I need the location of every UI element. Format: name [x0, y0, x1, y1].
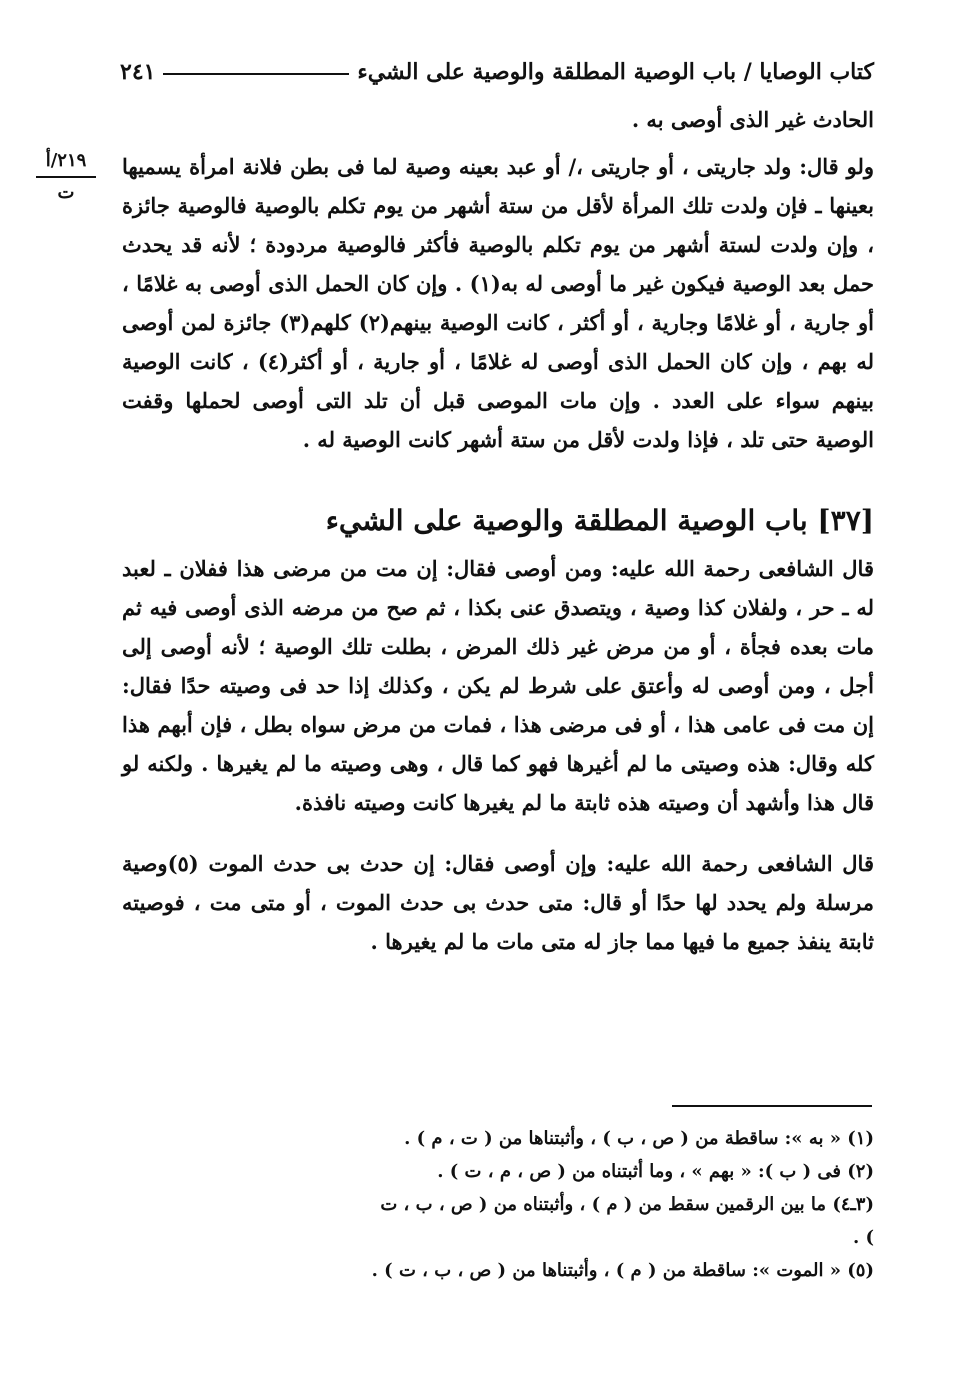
footnote-2: (٢) فى ( ب ): « بهم » ، وما أثبتناه من ( ص ، م ، ت ) .: [437, 1161, 874, 1182]
paragraph-1: الحادث غير الذى أوصى به .: [631, 107, 874, 132]
page-number: ٢٤١: [120, 59, 156, 85]
footnote-separator: [672, 1105, 872, 1107]
footnote-4: (٥) « الموت »: ساقطة من ( م ) ، وأثبتناها من ( ص ، ب ، ت ) .: [371, 1260, 874, 1281]
header-rule: [163, 73, 349, 75]
running-header-title: كتاب الوصايا / باب الوصية المطلقة والوصية على الشيء: [357, 59, 874, 85]
running-header: [120, 52, 874, 92]
section-heading: [٣٧] باب الوصية المطلقة والوصية على الشيء: [325, 504, 874, 537]
marginal-note-top: ٢١٩/أ: [36, 150, 96, 178]
marginal-note-bottom: ت: [57, 181, 75, 203]
paragraph-3: قال الشافعى رحمة الله عليه: ومن أوصى فقال: إن مت من مرضى هذا ففلان ـ لعبد له ـ حر ، ولفلان كذا وصية ، ويتصدق عنى بكذا ، ثم صح من مرضه الذى أوصى فيه ثم مات بعده فجأة ، أو من مرض غير ذلك المرض ، بطلت تلك الوصية ؛ لأنه أوصى إلى أجل ، ومن أوصى له وأعتق على شرط لم يكن ، وكذلك إذا حد فى وصيته حدًا فقال: إن مت فى عامى هذا ، أو فى مرضى هذا ، فمات من مرض سواه بطل ، فإن أبهم هذا كله وقال: هذه وصيتى ما لم أغيرها فهو كما قال ، وهى وصيته ما لم يغيرها . ولكنه لو قال هذا وأشهد أن وصيته هذه ثابتة ما لم يغيرها كانت وصيته نافذة.: [122, 556, 874, 815]
footnote-3: (٣ـ٤) ما بين الرقمين سقط من ( م ) ، وأثبتناه من ( ص ، ب ، ت ) .: [380, 1194, 874, 1248]
paragraph-4: قال الشافعى رحمة الله عليه: وإن أوصى فقال: إن حدث بى حدث الموت (٥)وصية مرسلة ولم يحدد لها حدًا أو قال: متى حدث بى حدث الموت ، أو متى مت ، فوصيته ثابتة ينفذ جميع ما فيها مما جاز له متى مات ما لم يغيرها .: [122, 851, 874, 954]
footnote-1: (١) « به »: ساقطة من ( ص ، ب ) ، وأثبتناها من ( ت ، م ) .: [404, 1128, 874, 1149]
marginal-folio-note: [36, 150, 96, 203]
paragraph-gap: [122, 822, 874, 844]
paragraph-2: ولو قال: ولد جاريتى ، أو جاريتى ،/ أو عبد بعينه وصية لما فى بطن فلانة امرأة يسميها بعينها ـ فإن ولدت تلك المرأة لأقل من ستة أشهر من يوم تكلم بالوصية فالوصية جائزة ، وإن ولدت لستة أشهر من يوم تكلم بالوصية فأكثر فالوصية مردودة ؛ لأنه قد يحدث حمل بعد الوصية فيكون غير ما أوصى له به(١) . وإن كان الحمل الذى أوصى به غلامًا ، أو جارية ، أو غلامًا وجارية ، أو أكثر ، كانت الوصية بينهم(٢) كلهم(٣) جائزة لمن أوصى له بهم ، وإن كان الحمل الذى أوصى له غلامًا ، أو جارية ، أو أكثر(٤) ، كانت الوصية بينهم سواء على العدد . وإن مات الموصى قبل أن تلد التى أوصى لحملها وقفت الوصية حتى تلد ، فإذا ولدت لأقل من ستة أشهر كانت الوصية له .: [122, 154, 875, 452]
main-text: [122, 100, 874, 961]
footnotes: [370, 1122, 874, 1287]
